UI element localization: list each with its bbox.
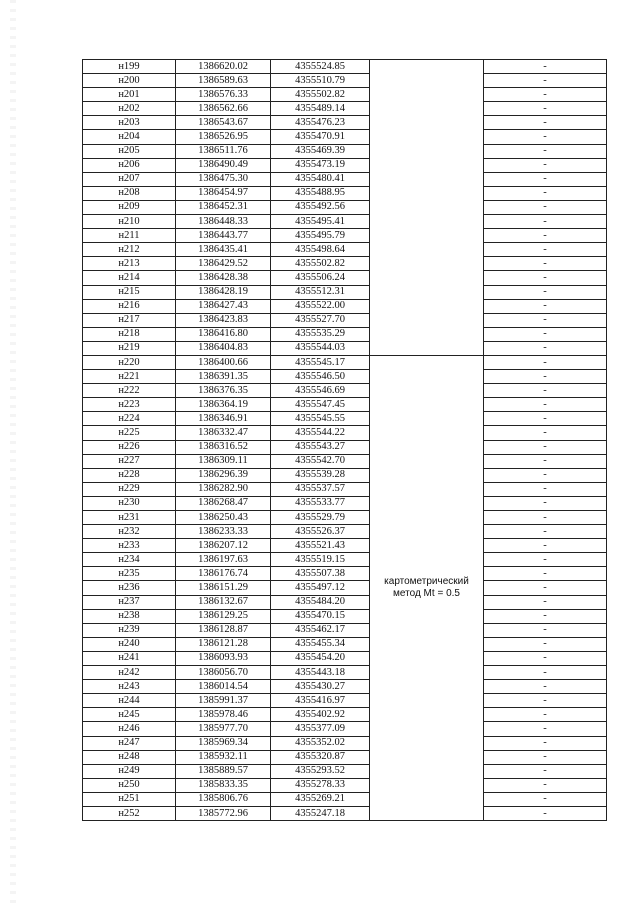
table-row: [83, 172, 607, 186]
x-coordinate-cell: 1386391.35: [176, 370, 271, 384]
point-id-cell: н232: [83, 525, 176, 539]
point-id-cell: н211: [83, 229, 176, 243]
table-row: [83, 384, 607, 398]
x-coordinate-cell: 1386121.28: [176, 637, 271, 651]
y-coordinate-cell: 4355484.20: [271, 595, 370, 609]
table-row: [83, 88, 607, 102]
method-name: картометрический: [384, 576, 469, 588]
table-row: [83, 553, 607, 567]
point-id-cell: н237: [83, 595, 176, 609]
table-row: [83, 525, 607, 539]
table-row: [83, 792, 607, 806]
x-coordinate-cell: 1386443.77: [176, 229, 271, 243]
x-coordinate-cell: 1386526.95: [176, 130, 271, 144]
y-coordinate-cell: 4355476.23: [271, 116, 370, 130]
y-coordinate-cell: 4355293.52: [271, 764, 370, 778]
y-coordinate-cell: 4355529.79: [271, 511, 370, 525]
y-coordinate-cell: 4355507.38: [271, 567, 370, 581]
error-cell: -: [484, 553, 607, 567]
error-cell: -: [484, 567, 607, 581]
table-row: [83, 440, 607, 454]
y-coordinate-cell: 4355546.50: [271, 370, 370, 384]
error-cell: -: [484, 271, 607, 285]
point-id-cell: н247: [83, 736, 176, 750]
y-coordinate-cell: 4355535.29: [271, 327, 370, 341]
x-coordinate-cell: 1386576.33: [176, 88, 271, 102]
error-cell: -: [484, 722, 607, 736]
error-cell: -: [484, 370, 607, 384]
error-cell: -: [484, 694, 607, 708]
error-cell: -: [484, 398, 607, 412]
error-cell: -: [484, 666, 607, 680]
y-coordinate-cell: 4355430.27: [271, 680, 370, 694]
x-coordinate-cell: 1386562.66: [176, 102, 271, 116]
point-id-cell: н205: [83, 144, 176, 158]
point-id-cell: н245: [83, 708, 176, 722]
method-cell-group-1: [370, 60, 484, 356]
point-id-cell: н212: [83, 243, 176, 257]
x-coordinate-cell: 1385969.34: [176, 736, 271, 750]
point-id-cell: н208: [83, 186, 176, 200]
point-id-cell: н231: [83, 511, 176, 525]
table-row: [83, 341, 607, 355]
error-cell: -: [484, 130, 607, 144]
point-id-cell: н218: [83, 327, 176, 341]
error-cell: -: [484, 426, 607, 440]
y-coordinate-cell: 4355506.24: [271, 271, 370, 285]
point-id-cell: н213: [83, 257, 176, 271]
x-coordinate-cell: 1386128.87: [176, 623, 271, 637]
table-row: [83, 130, 607, 144]
point-id-cell: н216: [83, 299, 176, 313]
y-coordinate-cell: 4355498.64: [271, 243, 370, 257]
point-id-cell: н239: [83, 623, 176, 637]
error-cell: -: [484, 736, 607, 750]
table-row: [83, 806, 607, 820]
error-cell: -: [484, 496, 607, 510]
x-coordinate-cell: 1386014.54: [176, 680, 271, 694]
x-coordinate-cell: 1386416.80: [176, 327, 271, 341]
point-id-cell: н219: [83, 341, 176, 355]
table-row: [83, 496, 607, 510]
x-coordinate-cell: 1386454.97: [176, 186, 271, 200]
point-id-cell: н243: [83, 680, 176, 694]
x-coordinate-cell: 1386268.47: [176, 496, 271, 510]
point-id-cell: н200: [83, 74, 176, 88]
y-coordinate-cell: 4355522.00: [271, 299, 370, 313]
y-coordinate-cell: 4355544.22: [271, 426, 370, 440]
table-row: [83, 426, 607, 440]
x-coordinate-cell: 1386427.43: [176, 299, 271, 313]
point-id-cell: н199: [83, 60, 176, 74]
table-row: [83, 694, 607, 708]
point-id-cell: н242: [83, 666, 176, 680]
error-cell: -: [484, 525, 607, 539]
error-cell: -: [484, 355, 607, 369]
x-coordinate-cell: 1386490.49: [176, 158, 271, 172]
table-row: [83, 355, 607, 369]
point-id-cell: н226: [83, 440, 176, 454]
table-row: [83, 666, 607, 680]
error-cell: -: [484, 609, 607, 623]
point-id-cell: н252: [83, 806, 176, 820]
x-coordinate-cell: 1386129.25: [176, 609, 271, 623]
point-id-cell: н215: [83, 285, 176, 299]
error-cell: -: [484, 299, 607, 313]
method-accuracy: метод Mt = 0.5: [393, 588, 460, 600]
x-coordinate-cell: 1386197.63: [176, 553, 271, 567]
error-cell: -: [484, 60, 607, 74]
table-row: [83, 637, 607, 651]
y-coordinate-cell: 4355320.87: [271, 750, 370, 764]
table-row: [83, 722, 607, 736]
point-id-cell: н202: [83, 102, 176, 116]
point-id-cell: н244: [83, 694, 176, 708]
error-cell: -: [484, 778, 607, 792]
table-row: [83, 398, 607, 412]
y-coordinate-cell: 4355377.09: [271, 722, 370, 736]
error-cell: -: [484, 74, 607, 88]
table-row: [83, 200, 607, 214]
x-coordinate-cell: 1386346.91: [176, 412, 271, 426]
table-row: [83, 370, 607, 384]
error-cell: -: [484, 468, 607, 482]
table-row: [83, 609, 607, 623]
point-id-cell: н240: [83, 637, 176, 651]
y-coordinate-cell: 4355533.77: [271, 496, 370, 510]
x-coordinate-cell: 1386428.38: [176, 271, 271, 285]
table-row: [83, 299, 607, 313]
x-coordinate-cell: 1385977.70: [176, 722, 271, 736]
scan-margin-artifact: [10, 0, 16, 903]
point-id-cell: н230: [83, 496, 176, 510]
y-coordinate-cell: 4355539.28: [271, 468, 370, 482]
point-id-cell: н220: [83, 355, 176, 369]
point-id-cell: н241: [83, 651, 176, 665]
table-row: [83, 186, 607, 200]
x-coordinate-cell: 1385833.35: [176, 778, 271, 792]
table-row: [83, 144, 607, 158]
point-id-cell: н223: [83, 398, 176, 412]
point-id-cell: н234: [83, 553, 176, 567]
error-cell: -: [484, 482, 607, 496]
table-row: [83, 285, 607, 299]
table-row: [83, 60, 607, 74]
table-row: [83, 539, 607, 553]
x-coordinate-cell: 1385991.37: [176, 694, 271, 708]
x-coordinate-cell: 1385772.96: [176, 806, 271, 820]
point-id-cell: н246: [83, 722, 176, 736]
error-cell: -: [484, 454, 607, 468]
error-cell: -: [484, 806, 607, 820]
y-coordinate-cell: 4355495.41: [271, 215, 370, 229]
point-id-cell: н203: [83, 116, 176, 130]
x-coordinate-cell: 1386589.63: [176, 74, 271, 88]
point-id-cell: н210: [83, 215, 176, 229]
x-coordinate-cell: 1386056.70: [176, 666, 271, 680]
y-coordinate-cell: 4355495.79: [271, 229, 370, 243]
point-id-cell: н249: [83, 764, 176, 778]
point-id-cell: н250: [83, 778, 176, 792]
y-coordinate-cell: 4355524.85: [271, 60, 370, 74]
error-cell: -: [484, 257, 607, 271]
error-cell: -: [484, 285, 607, 299]
error-cell: -: [484, 88, 607, 102]
x-coordinate-cell: 1386400.66: [176, 355, 271, 369]
error-cell: -: [484, 539, 607, 553]
table-row: [83, 271, 607, 285]
method-cell-group-2: [370, 355, 484, 820]
y-coordinate-cell: 4355454.20: [271, 651, 370, 665]
y-coordinate-cell: 4355352.02: [271, 736, 370, 750]
point-id-cell: н201: [83, 88, 176, 102]
table-row: [83, 736, 607, 750]
point-id-cell: н224: [83, 412, 176, 426]
x-coordinate-cell: 1386428.19: [176, 285, 271, 299]
x-coordinate-cell: 1386250.43: [176, 511, 271, 525]
y-coordinate-cell: 4355488.95: [271, 186, 370, 200]
point-id-cell: н214: [83, 271, 176, 285]
table-row: [83, 482, 607, 496]
error-cell: -: [484, 792, 607, 806]
error-cell: -: [484, 651, 607, 665]
y-coordinate-cell: 4355462.17: [271, 623, 370, 637]
table-row: [83, 708, 607, 722]
error-cell: -: [484, 511, 607, 525]
error-cell: -: [484, 680, 607, 694]
y-coordinate-cell: 4355543.27: [271, 440, 370, 454]
table-row: [83, 243, 607, 257]
error-cell: -: [484, 412, 607, 426]
error-cell: -: [484, 186, 607, 200]
error-cell: -: [484, 623, 607, 637]
table-row: [83, 778, 607, 792]
table-row: [83, 581, 607, 595]
y-coordinate-cell: 4355278.33: [271, 778, 370, 792]
point-id-cell: н248: [83, 750, 176, 764]
x-coordinate-cell: 1386543.67: [176, 116, 271, 130]
y-coordinate-cell: 4355537.57: [271, 482, 370, 496]
error-cell: -: [484, 637, 607, 651]
y-coordinate-cell: 4355269.21: [271, 792, 370, 806]
y-coordinate-cell: 4355542.70: [271, 454, 370, 468]
y-coordinate-cell: 4355502.82: [271, 88, 370, 102]
table-row: [83, 680, 607, 694]
table-row: [83, 229, 607, 243]
y-coordinate-cell: 4355502.82: [271, 257, 370, 271]
x-coordinate-cell: 1386429.52: [176, 257, 271, 271]
coordinates-table: [82, 59, 607, 821]
x-coordinate-cell: 1386332.47: [176, 426, 271, 440]
y-coordinate-cell: 4355402.92: [271, 708, 370, 722]
x-coordinate-cell: 1386364.19: [176, 398, 271, 412]
error-cell: -: [484, 102, 607, 116]
x-coordinate-cell: 1386448.33: [176, 215, 271, 229]
x-coordinate-cell: 1385806.76: [176, 792, 271, 806]
error-cell: -: [484, 215, 607, 229]
table-row: [83, 74, 607, 88]
point-id-cell: н225: [83, 426, 176, 440]
y-coordinate-cell: 4355527.70: [271, 313, 370, 327]
x-coordinate-cell: 1386423.83: [176, 313, 271, 327]
x-coordinate-cell: 1386511.76: [176, 144, 271, 158]
error-cell: -: [484, 581, 607, 595]
table-row: [83, 215, 607, 229]
point-id-cell: н209: [83, 200, 176, 214]
y-coordinate-cell: 4355547.45: [271, 398, 370, 412]
x-coordinate-cell: 1386452.31: [176, 200, 271, 214]
x-coordinate-cell: 1386093.93: [176, 651, 271, 665]
error-cell: -: [484, 708, 607, 722]
y-coordinate-cell: 4355416.97: [271, 694, 370, 708]
y-coordinate-cell: 4355510.79: [271, 74, 370, 88]
y-coordinate-cell: 4355545.17: [271, 355, 370, 369]
error-cell: -: [484, 440, 607, 454]
y-coordinate-cell: 4355470.15: [271, 609, 370, 623]
error-cell: -: [484, 200, 607, 214]
table-row: [83, 750, 607, 764]
point-id-cell: н233: [83, 539, 176, 553]
table-row: [83, 764, 607, 778]
point-id-cell: н217: [83, 313, 176, 327]
x-coordinate-cell: 1386282.90: [176, 482, 271, 496]
table-row: [83, 158, 607, 172]
point-id-cell: н228: [83, 468, 176, 482]
table-row: [83, 468, 607, 482]
error-cell: -: [484, 172, 607, 186]
table-row: [83, 623, 607, 637]
point-id-cell: н222: [83, 384, 176, 398]
x-coordinate-cell: 1386233.33: [176, 525, 271, 539]
table-row: [83, 412, 607, 426]
error-cell: -: [484, 341, 607, 355]
table-row: [83, 567, 607, 581]
point-id-cell: н207: [83, 172, 176, 186]
table-row: [83, 595, 607, 609]
y-coordinate-cell: 4355497.12: [271, 581, 370, 595]
point-id-cell: н251: [83, 792, 176, 806]
y-coordinate-cell: 4355469.39: [271, 144, 370, 158]
x-coordinate-cell: 1386475.30: [176, 172, 271, 186]
x-coordinate-cell: 1385932.11: [176, 750, 271, 764]
y-coordinate-cell: 4355546.69: [271, 384, 370, 398]
x-coordinate-cell: 1386207.12: [176, 539, 271, 553]
x-coordinate-cell: 1386435.41: [176, 243, 271, 257]
point-id-cell: н206: [83, 158, 176, 172]
error-cell: -: [484, 144, 607, 158]
table-row: [83, 313, 607, 327]
x-coordinate-cell: 1386316.52: [176, 440, 271, 454]
x-coordinate-cell: 1386620.02: [176, 60, 271, 74]
table-row: [83, 116, 607, 130]
x-coordinate-cell: 1386132.67: [176, 595, 271, 609]
error-cell: -: [484, 327, 607, 341]
error-cell: -: [484, 750, 607, 764]
y-coordinate-cell: 4355455.34: [271, 637, 370, 651]
y-coordinate-cell: 4355470.91: [271, 130, 370, 144]
point-id-cell: н204: [83, 130, 176, 144]
point-id-cell: н221: [83, 370, 176, 384]
y-coordinate-cell: 4355544.03: [271, 341, 370, 355]
point-id-cell: н229: [83, 482, 176, 496]
y-coordinate-cell: 4355480.41: [271, 172, 370, 186]
y-coordinate-cell: 4355526.37: [271, 525, 370, 539]
y-coordinate-cell: 4355492.56: [271, 200, 370, 214]
coordinates-table-body: [83, 60, 607, 821]
table-row: [83, 257, 607, 271]
x-coordinate-cell: 1386151.29: [176, 581, 271, 595]
y-coordinate-cell: 4355443.18: [271, 666, 370, 680]
point-id-cell: н235: [83, 567, 176, 581]
error-cell: -: [484, 595, 607, 609]
y-coordinate-cell: 4355512.31: [271, 285, 370, 299]
error-cell: -: [484, 229, 607, 243]
x-coordinate-cell: 1385889.57: [176, 764, 271, 778]
x-coordinate-cell: 1385978.46: [176, 708, 271, 722]
table-row: [83, 511, 607, 525]
table-row: [83, 327, 607, 341]
point-id-cell: н238: [83, 609, 176, 623]
y-coordinate-cell: 4355247.18: [271, 806, 370, 820]
x-coordinate-cell: 1386309.11: [176, 454, 271, 468]
y-coordinate-cell: 4355545.55: [271, 412, 370, 426]
table-row: [83, 102, 607, 116]
error-cell: -: [484, 384, 607, 398]
error-cell: -: [484, 158, 607, 172]
error-cell: -: [484, 243, 607, 257]
x-coordinate-cell: 1386296.39: [176, 468, 271, 482]
point-id-cell: н227: [83, 454, 176, 468]
x-coordinate-cell: 1386376.35: [176, 384, 271, 398]
error-cell: -: [484, 313, 607, 327]
y-coordinate-cell: 4355519.15: [271, 553, 370, 567]
y-coordinate-cell: 4355521.43: [271, 539, 370, 553]
table-row: [83, 454, 607, 468]
x-coordinate-cell: 1386176.74: [176, 567, 271, 581]
error-cell: -: [484, 764, 607, 778]
table-row: [83, 651, 607, 665]
y-coordinate-cell: 4355489.14: [271, 102, 370, 116]
x-coordinate-cell: 1386404.83: [176, 341, 271, 355]
y-coordinate-cell: 4355473.19: [271, 158, 370, 172]
point-id-cell: н236: [83, 581, 176, 595]
error-cell: -: [484, 116, 607, 130]
